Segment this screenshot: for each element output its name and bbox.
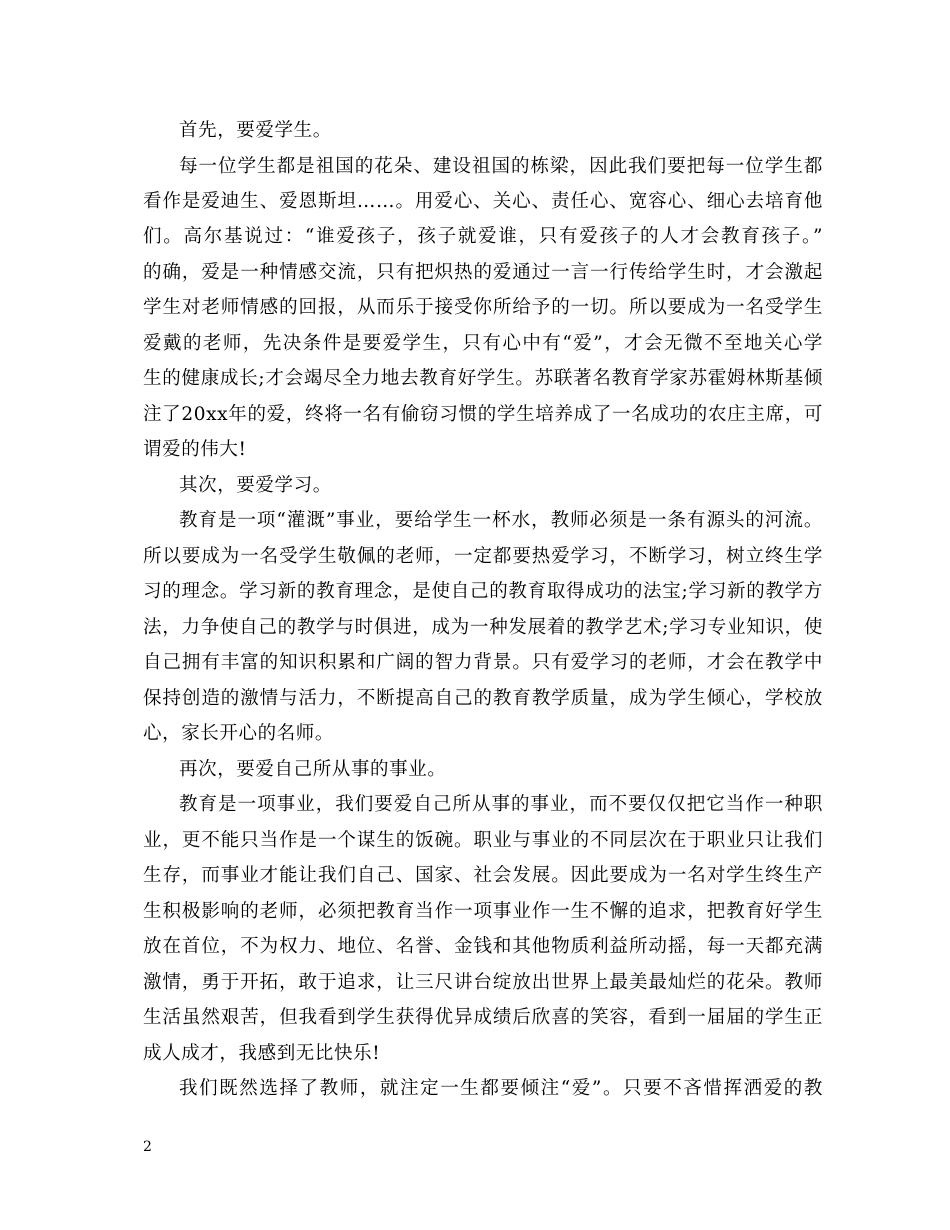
paragraph-line: 的确，爱是一种情感交流，只有把炽热的爱通过一言一行传给学生时，才会激起 [143, 262, 823, 283]
paragraph-line: 保持创造的激情与活力，不断提高自己的教育教学质量，成为学生倾心，学校放 [143, 688, 823, 709]
heading-love-career: 再次，要爱自己所从事的事业。 [179, 759, 447, 780]
paragraph-line: 成人成才，我感到无比快乐! [143, 1043, 381, 1064]
paragraph-line: 们。高尔基说过：“谁爱孩子，孩子就爱谁，只有爱孩子的人才会教育孩子。” [143, 226, 823, 247]
paragraph-line: 生存，而事业才能让我们自己、国家、社会发展。因此要成为一名对学生终生产 [143, 865, 823, 886]
paragraph-line: 生积极影响的老师，必须把教育当作一项事业作一生不懈的追求，把教育好学生 [143, 901, 823, 922]
paragraph-line: 心，家长开心的名师。 [143, 723, 335, 744]
paragraph-line: 法，力争使自己的教学与时俱进，成为一种发展着的教学艺术;学习专业知识，使 [143, 617, 823, 638]
paragraph-line: 每一位学生都是祖国的花朵、建设祖国的栋梁，因此我们要把每一位学生都 [179, 156, 823, 177]
paragraph-line: 谓爱的伟大! [143, 439, 247, 460]
paragraph-line: 注了20xx年的爱，终将一名有偷窃习惯的学生培养成了一名成功的农庄主席，可 [143, 404, 823, 425]
paragraph-line: 生活虽然艰苦，但我看到学生获得优异成绩后欣喜的笑容，看到一届届的学生正 [143, 1007, 823, 1028]
paragraph-line: 所以要成为一名受学生敬佩的老师，一定都要热爱学习，不断学习，树立终生学 [143, 546, 823, 567]
paragraph-line: 爱戴的老师，先决条件是要爱学生，只有心中有“爱”，才会无微不至地关心学 [143, 333, 823, 354]
paragraph-line: 自己拥有丰富的知识积累和广阔的智力背景。只有爱学习的老师，才会在教学中 [143, 652, 823, 673]
page-number: 2 [143, 1139, 152, 1155]
paragraph-line: 放在首位，不为权力、地位、名誉、金钱和其他物质利益所动摇，每一天都充满 [143, 936, 823, 957]
paragraph-line: 激情，勇于开拓，敢于追求，让三尺讲台绽放出世界上最美最灿烂的花朵。教师 [143, 972, 823, 993]
heading-love-students: 首先，要爱学生。 [179, 120, 332, 141]
paragraph-line: 教育是一项“灌溉”事业，要给学生一杯水，教师必须是一条有源头的河流。 [179, 510, 823, 531]
paragraph-line: 教育是一项事业，我们要爱自己所从事的事业，而不要仅仅把它当作一种职 [179, 794, 823, 815]
paragraph-line: 看作是爱迪生、爱恩斯坦……。用爱心、关心、责任心、宽容心、细心去培育他 [143, 191, 823, 212]
paragraph-line: 习的理念。学习新的教育理念，是使自己的教育取得成功的法宝;学习新的教学方 [143, 581, 823, 602]
paragraph-line: 学生对老师情感的回报，从而乐于接受你所给予的一切。所以要成为一名受学生 [143, 297, 823, 318]
paragraph-line: 生的健康成长;才会竭尽全力地去教育好学生。苏联著名教育学家苏霍姆林斯基倾 [143, 368, 823, 389]
paragraph-line: 业，更不能只当作是一个谋生的饭碗。职业与事业的不同层次在于职业只让我们 [143, 830, 823, 851]
heading-love-learning: 其次，要爱学习。 [179, 475, 332, 496]
paragraph-line: 我们既然选择了教师，就注定一生都要倾注“爱”。只要不吝惜挥洒爱的教 [179, 1078, 823, 1099]
